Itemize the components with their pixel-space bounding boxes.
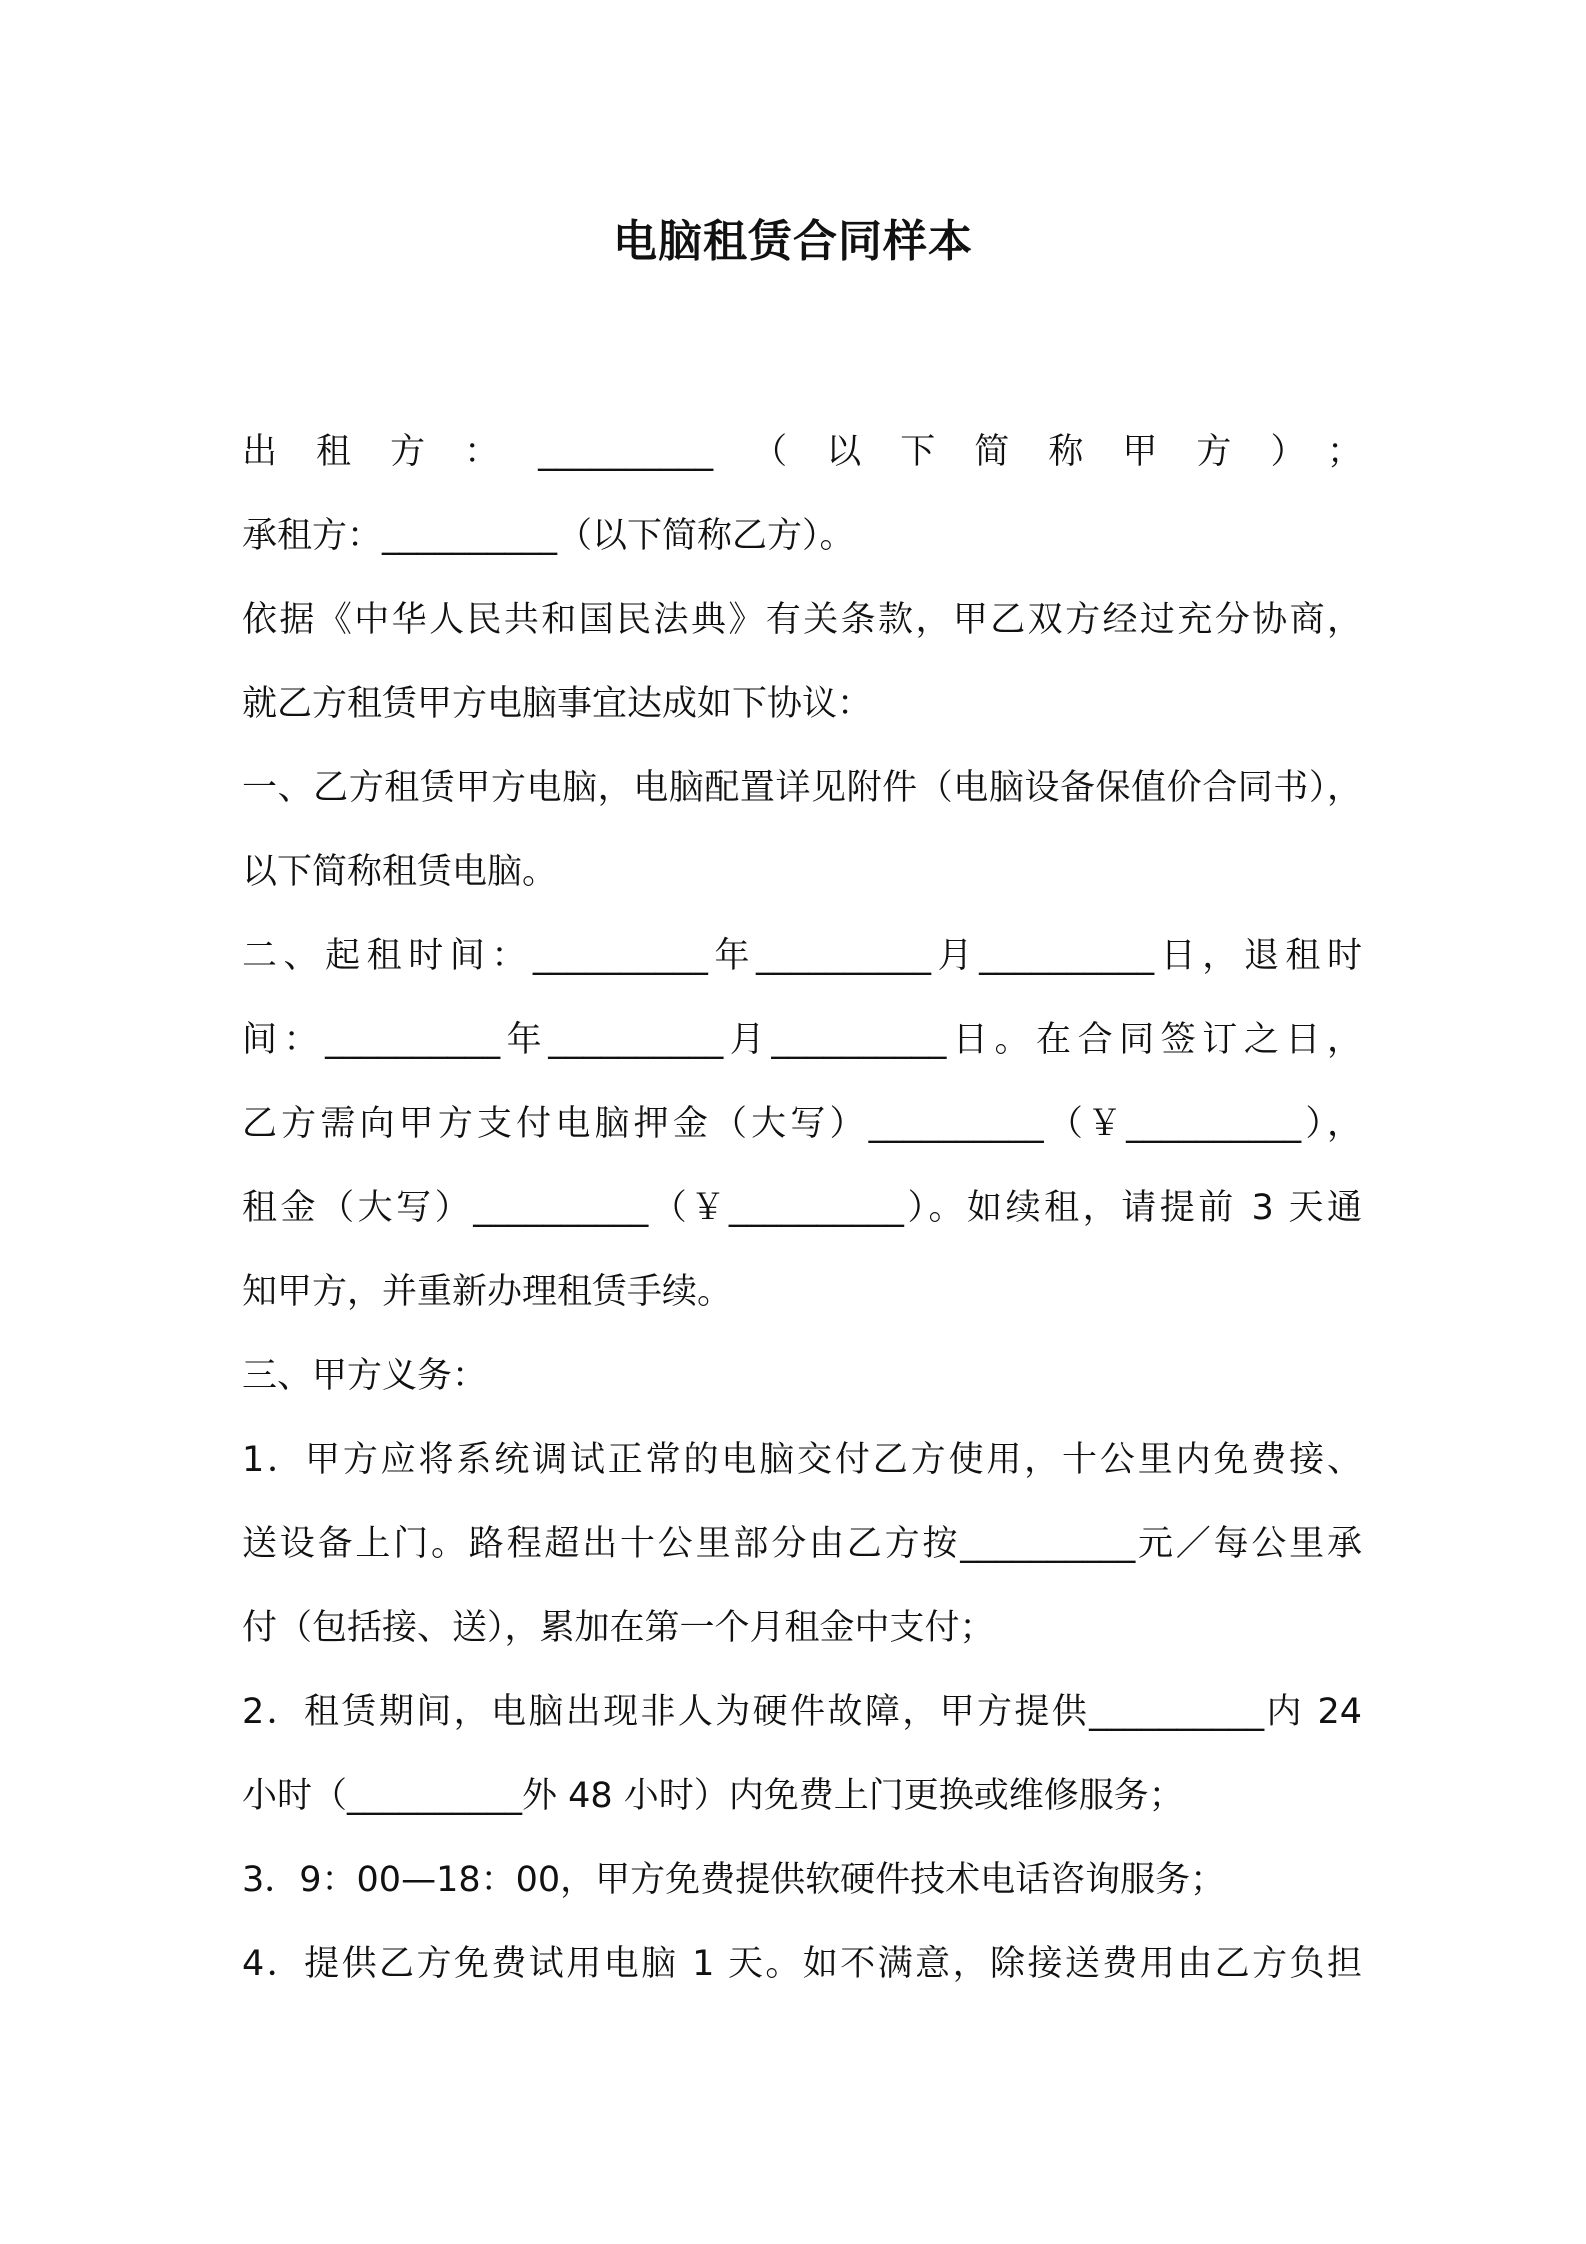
clause-3-item-1-line-2: 送设备上门。路程超出十公里部分由乙方按__________元／每公里承 — [242, 1524, 1362, 1564]
document-body — [242, 410, 1362, 2006]
clause-2-line-2: 间：__________年__________月__________日。在合同签订之日， — [242, 1020, 1362, 1060]
clause-3-item-2-line-1: 2．租赁期间，电脑出现非人为硬件故障，甲方提供__________内 24 — [242, 1692, 1362, 1732]
clause-1-line-2: 以下简称租赁电脑。 — [242, 852, 558, 892]
clause-2-line-1: 二、起租时间：__________年__________月__________日，退租时 — [242, 936, 1362, 976]
clause-1-line-1: 一、乙方租赁甲方电脑，电脑配置详见附件（电脑设备保值价合同书）， — [242, 768, 1362, 808]
document-title: 电脑租赁合同样本 — [613, 216, 973, 267]
clause-3-item-1-line-3: 付（包括接、送），累加在第一个月租金中支付； — [242, 1608, 995, 1648]
preamble-line-2: 就乙方租赁甲方电脑事宜达成如下协议： — [242, 684, 873, 724]
clause-2-line-4: 租金（大写）__________（￥__________）。如续租，请提前 3 天通 — [242, 1188, 1362, 1228]
lessee-line: 承租方：__________（以下简称乙方）。 — [242, 516, 855, 556]
clause-2-line-3: 乙方需向甲方支付电脑押金（大写）__________（￥__________）， — [242, 1104, 1362, 1144]
lessor-line: 出租方：__________（以下简称甲方）； — [242, 432, 1362, 472]
preamble-line-1: 依据《中华人民共和国民法典》有关条款，甲乙双方经过充分协商， — [242, 600, 1362, 640]
clause-3-item-2-line-2: 小时（__________外 48 小时）内免费上门更换或维修服务； — [242, 1776, 1184, 1816]
clause-2-line-5: 知甲方，并重新办理租赁手续。 — [242, 1272, 733, 1312]
clause-3-heading: 三、甲方义务： — [242, 1356, 488, 1396]
clause-3-item-1-line-1: 1．甲方应将系统调试正常的电脑交付乙方使用，十公里内免费接、 — [242, 1440, 1362, 1480]
clause-3-item-3-line-1: 3．9：00—18：00，甲方免费提供软硬件技术电话咨询服务； — [242, 1860, 1226, 1900]
clause-3-item-4-line-1: 4．提供乙方免费试用电脑 1 天。如不满意，除接送费用由乙方负担 — [242, 1944, 1362, 1984]
